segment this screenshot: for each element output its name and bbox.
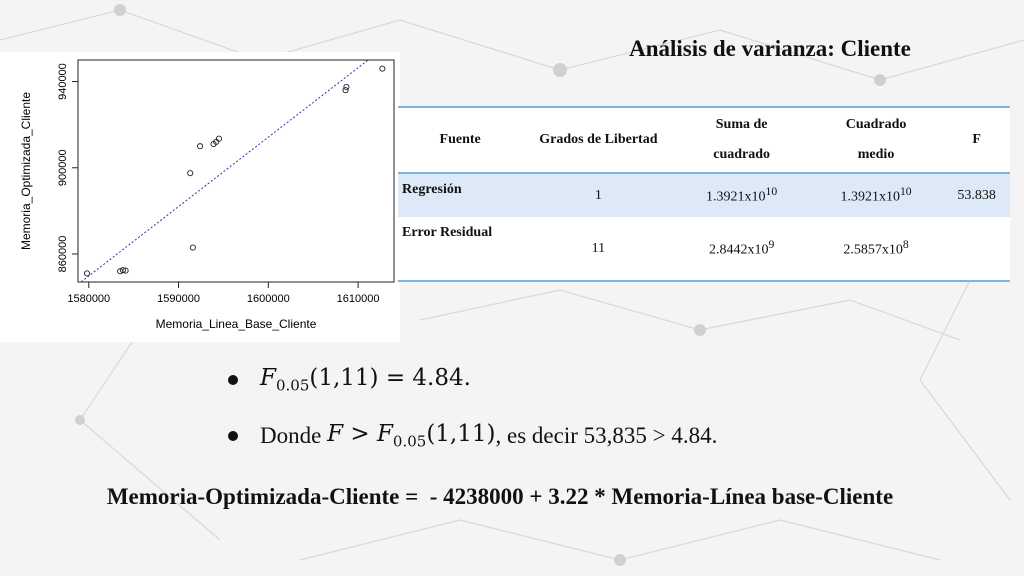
header-grados-libertad: Grados de Libertad [539,132,658,147]
row-fuente: Regresión [402,182,462,197]
anova-table [398,106,1010,282]
x-tick-label: 1610000 [336,293,380,305]
y-tick-label: 860000 [57,235,69,273]
comparison-suffix: , es decir 53,835 > 4.84. [495,423,718,448]
regression-equation: Memoria-Optimizada-Cliente = - 4238000 + 3.22 * Memoria-Línea base-Cliente [106,484,894,509]
header-fuente: Fuente [439,132,481,147]
header-suma-line2: cuadrado [713,147,771,162]
table-row [398,173,1010,217]
comparison-subscript: 0.05 [392,432,427,451]
f-critical-expression: $F_{0.05}(1,11) = 4.84$. [260,365,471,395]
scatter-plot [0,52,400,342]
x-tick-label: 1580000 [67,293,111,305]
slide-title: Análisis de varianza: Cliente [629,36,911,61]
cuadrado-base: 2.5857x10 [843,242,903,258]
row-suma [674,217,808,281]
comparison-prefix: Donde [260,423,328,448]
row-cuadrado [809,173,943,217]
bullet-dot-icon [228,431,238,441]
suma-base: 2.8442x10 [708,242,769,258]
row-suma [674,173,808,217]
x-tick-label: 1600000 [246,293,290,305]
bullet-f-critical [228,362,717,398]
anova-header-row [398,107,1010,173]
row-f [943,217,1010,281]
f-subscript: 0.05 [275,376,310,395]
header-cuadrado-line2: medio [857,147,895,162]
cuadrado-exponent: 8 [902,238,909,252]
bullet-list [228,362,717,474]
comparison-args: (1,11) [426,421,496,448]
y-tick-label: 940000 [57,63,69,100]
y-tick-label: 900000 [57,149,69,187]
row-fuente: Error Residual [402,225,493,240]
comparison-f: F [327,421,344,448]
table-row [398,217,1010,281]
row-grados: 1 [594,187,602,203]
row-grados: 11 [591,240,606,256]
suma-exponent: 10 [765,185,778,199]
header-f: F [972,132,981,147]
f-critical-args: (1,11) = 4.84. [309,365,471,392]
cuadrado-exponent: 10 [899,185,912,199]
header-suma-cuadrado [674,107,808,173]
cuadrado-base: 1.3921x10 [840,189,900,205]
comparison-expression: $F > F_{0.05}(1,11)$ [327,421,496,451]
row-f: 53.838 [957,187,996,203]
y-axis-label: Memoria_Optimizada_Cliente [19,91,33,251]
comparison-gt: > [343,421,377,448]
bullet-comparison [228,418,717,454]
x-tick-label: 1590000 [157,293,200,305]
header-cuadrado-line1: Cuadrado [845,117,907,132]
suma-base: 1.3921x10 [706,189,766,205]
x-axis-label: Memoria_Linea_Base_Cliente [155,317,317,331]
suma-exponent: 9 [768,238,775,252]
row-cuadrado [809,217,943,281]
bullet-dot-icon [228,375,238,385]
header-suma-line1: Suma de [715,117,768,132]
header-cuadrado-medio [809,107,943,173]
